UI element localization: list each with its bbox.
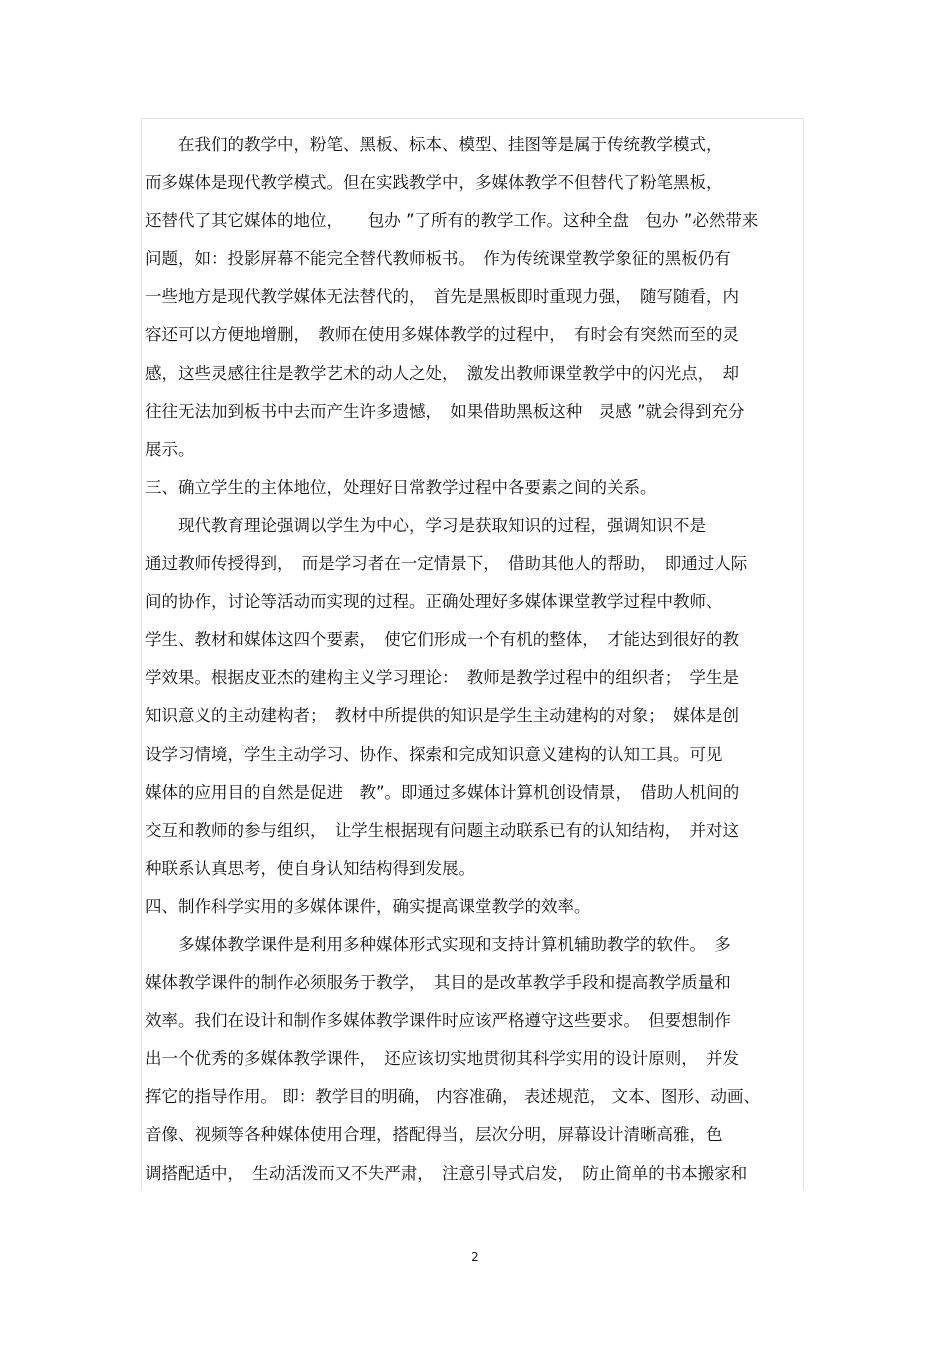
text-line: 一些地方是现代教学媒体无法替代的， 首先是黑板即时重现力强， 随写随看，内	[145, 287, 739, 307]
text-line: 知识意义的主动建构者； 教材中所提供的知识是学生主动建构的对象； 媒体是创	[145, 706, 739, 726]
page-number: 2	[471, 1250, 479, 1264]
text-line: 出一个优秀的多媒体教学课件， 还应该切实地贯彻其科学实用的设计原则， 并发	[145, 1049, 739, 1069]
section-heading: 三、确立学生的主体地位，处理好日常教学过程中各要素之间的关系。	[145, 477, 657, 497]
text-line: 媒体教学课件的制作必须服务于教学， 其目的是改革教学手段和提高教学质量和	[145, 973, 731, 993]
text-line: 问题，如：投影屏幕不能完全替代教师板书。 作为传统课堂教学象征的黑板仍有	[145, 249, 731, 269]
text-line: 现代教育理论强调以学生为中心，学习是获取知识的过程，强调知识不是	[145, 515, 706, 535]
text-line: 交互和教师的参与组织， 让学生根据现有问题主动联系已有的认知结构， 并对这	[145, 820, 739, 840]
text-line: 多媒体教学课件是利用多种媒体形式实现和支持计算机辅助教学的软件。 多	[145, 934, 731, 954]
text-line: 媒体的应用目的自然是促进 教”。即通过多媒体计算机创设情景， 借助人机间的	[145, 782, 740, 802]
document-body	[145, 126, 808, 1193]
text-line: 通过教师传授得到， 而是学习者在一定情景下， 借助其他人的帮助， 即通过人际	[145, 554, 748, 574]
text-line: 在我们的教学中，粉笔、黑板、标本、模型、挂图等是属于传统教学模式，	[145, 135, 723, 154]
text-line: 展示。	[145, 439, 195, 459]
text-line: 间的协作，讨论等活动而实现的过程。正确处理好多媒体课堂教学过程中教师、	[145, 592, 723, 612]
section-heading: 四、制作科学实用的多媒体课件，确实提高课堂教学的效率。	[145, 896, 591, 916]
text-line: 容还可以方便地增删， 教师在使用多媒体教学的过程中， 有时会有突然而至的灵	[145, 325, 739, 345]
text-line: 还替代了其它媒体的地位， 包办 ”了所有的教学工作。这种全盘 包办 ”必然带来	[145, 211, 759, 231]
text-line: 效率。我们在设计和制作多媒体教学课件时应该严格遵守这些要求。 但要想制作	[145, 1011, 731, 1031]
text-line: 而多媒体是现代教学模式。但在实践教学中，多媒体教学不但替代了粉笔黑板，	[145, 173, 723, 193]
text-line: 学效果。根据皮亚杰的建构主义学习理论： 教师是教学过程中的组织者； 学生是	[145, 668, 739, 688]
text-line: 设学习情境，学生主动学习、协作、探索和完成知识意义建构的认知工具。可见	[145, 744, 723, 764]
text-line: 学生、教材和媒体这四个要素， 使它们形成一个有机的整体， 才能达到很好的教	[145, 630, 739, 650]
text-line: 种联系认真思考，使自身认知结构得到发展。	[145, 858, 475, 878]
text-line: 往往无法加到板书中去而产生许多遗憾， 如果借助黑板这种 灵感 ”就会得到充分	[145, 401, 745, 421]
text-line: 音像、视频等各种媒体使用合理，搭配得当，层次分明，屏幕设计清晰高雅，色	[145, 1125, 723, 1145]
text-line: 挥它的指导作用。 即：教学目的明确， 内容准确， 表述规范， 文本、图形、动画、	[145, 1087, 760, 1107]
text-line: 调搭配适中， 生动活泼而又不失严肃， 注意引导式启发， 防止简单的书本搬家和	[145, 1163, 748, 1183]
text-line: 感，这些灵感往往是教学艺术的动人之处， 激发出教师课堂教学中的闪光点， 却	[145, 363, 739, 383]
